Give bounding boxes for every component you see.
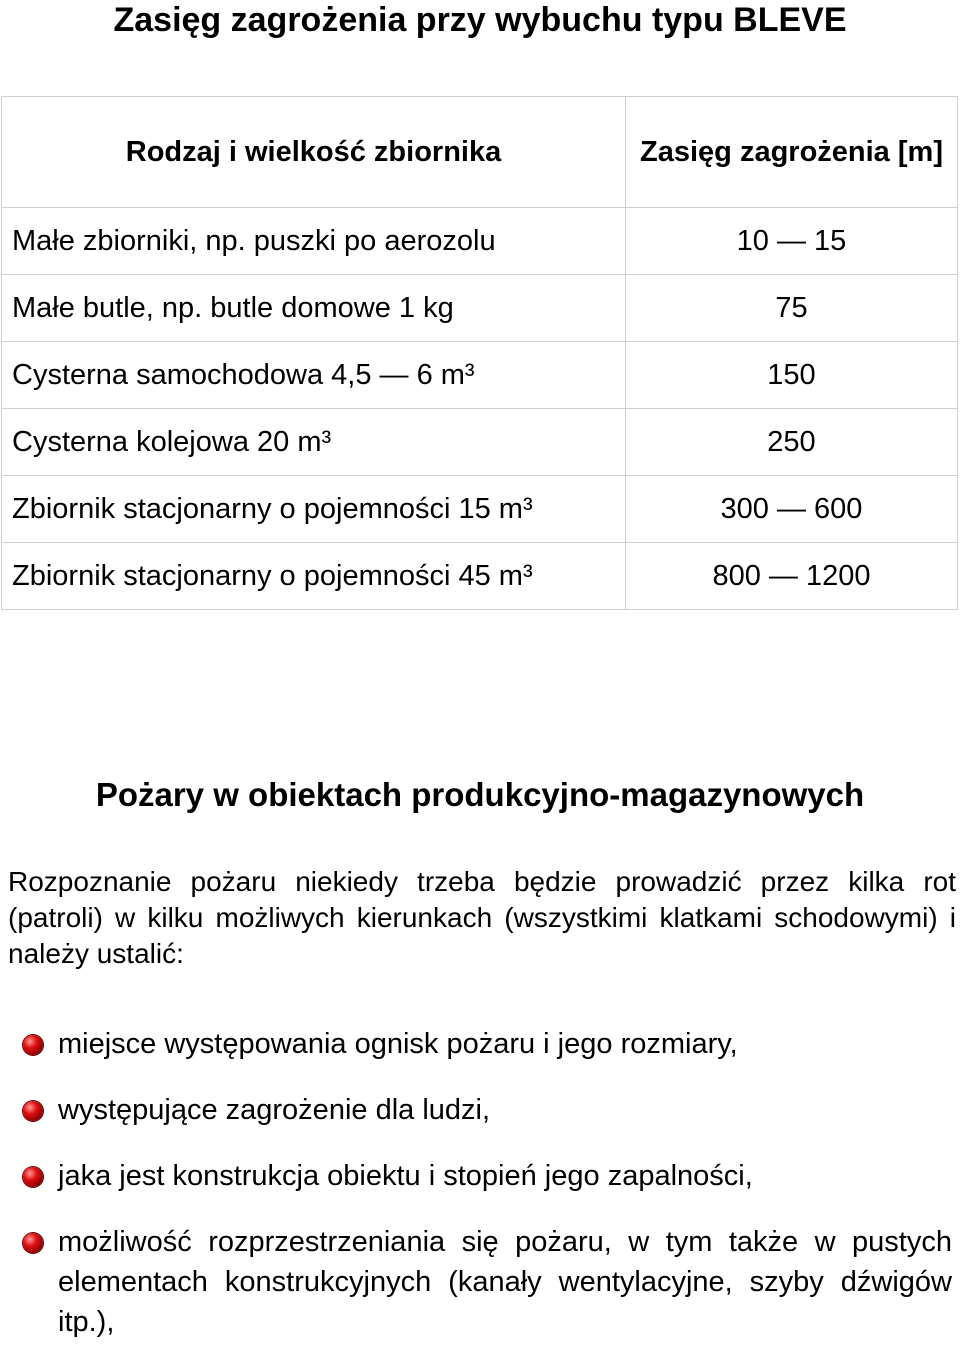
- list-item: [0, 1156, 960, 1196]
- red-ball-bullet-icon: [23, 1233, 43, 1253]
- cell-tank-type: Zbiornik stacjonarny o pojemności 45 m³: [2, 543, 626, 610]
- cell-danger-range: 300 — 600: [626, 476, 958, 543]
- table-row: [2, 208, 958, 275]
- intro-paragraph: Rozpoznanie pożaru niekiedy trzeba będzie prowadzić przez kilka rot (patroli) w kilku możliwych kierunkach (wszystkimi klatkami schodowymi) i należy ustalić:: [8, 866, 956, 969]
- list-item: [0, 1222, 960, 1342]
- page-title: Zasięg zagrożenia przy wybuchu typu BLEVE: [113, 1, 847, 39]
- red-ball-bullet-icon: [23, 1101, 43, 1121]
- cell-danger-range: 800 — 1200: [626, 543, 958, 610]
- table-row: [2, 342, 958, 409]
- cell-danger-range: 250: [626, 409, 958, 476]
- cell-tank-type: Małe zbiorniki, np. puszki po aerozolu: [2, 208, 626, 275]
- bleve-range-table: [1, 96, 958, 610]
- list-item-text: jaka jest konstrukcja obiektu i stopień jego zapalności,: [58, 1160, 753, 1192]
- header-tank-type: Rodzaj i wielkość zbiornika: [2, 97, 626, 208]
- list-item-text: występujące zagrożenie dla ludzi,: [58, 1094, 491, 1126]
- table-row: [2, 543, 958, 610]
- cell-tank-type: Cysterna samochodowa 4,5 — 6 m³: [2, 342, 626, 409]
- cell-tank-type: Cysterna kolejowa 20 m³: [2, 409, 626, 476]
- list-item-text: możliwość rozprzestrzeniania się pożaru, w tym także w pustych elementach konstrukcyjnych (kanały wentylacyjne, szyby dźwigów itp.),: [58, 1226, 952, 1338]
- cell-danger-range: 75: [626, 275, 958, 342]
- list-item-text: miejsce występowania ognisk pożaru i jego rozmiary,: [58, 1028, 738, 1060]
- red-ball-bullet-icon: [23, 1035, 43, 1055]
- list-item: [0, 1090, 960, 1130]
- table-row: [2, 275, 958, 342]
- cell-tank-type: Małe butle, np. butle domowe 1 kg: [2, 275, 626, 342]
- table-header-row: [2, 97, 958, 208]
- cell-tank-type: Zbiornik stacjonarny o pojemności 15 m³: [2, 476, 626, 543]
- table-row: [2, 409, 958, 476]
- header-danger-range: Zasięg zagrożenia [m]: [626, 97, 958, 208]
- red-ball-bullet-icon: [23, 1167, 43, 1187]
- list-item: [0, 1024, 960, 1064]
- cell-danger-range: 10 — 15: [626, 208, 958, 275]
- section-heading: Pożary w obiektach produkcyjno-magazynowych: [95, 776, 865, 813]
- cell-danger-range: 150: [626, 342, 958, 409]
- table-row: [2, 476, 958, 543]
- bullet-list: [0, 1024, 960, 1368]
